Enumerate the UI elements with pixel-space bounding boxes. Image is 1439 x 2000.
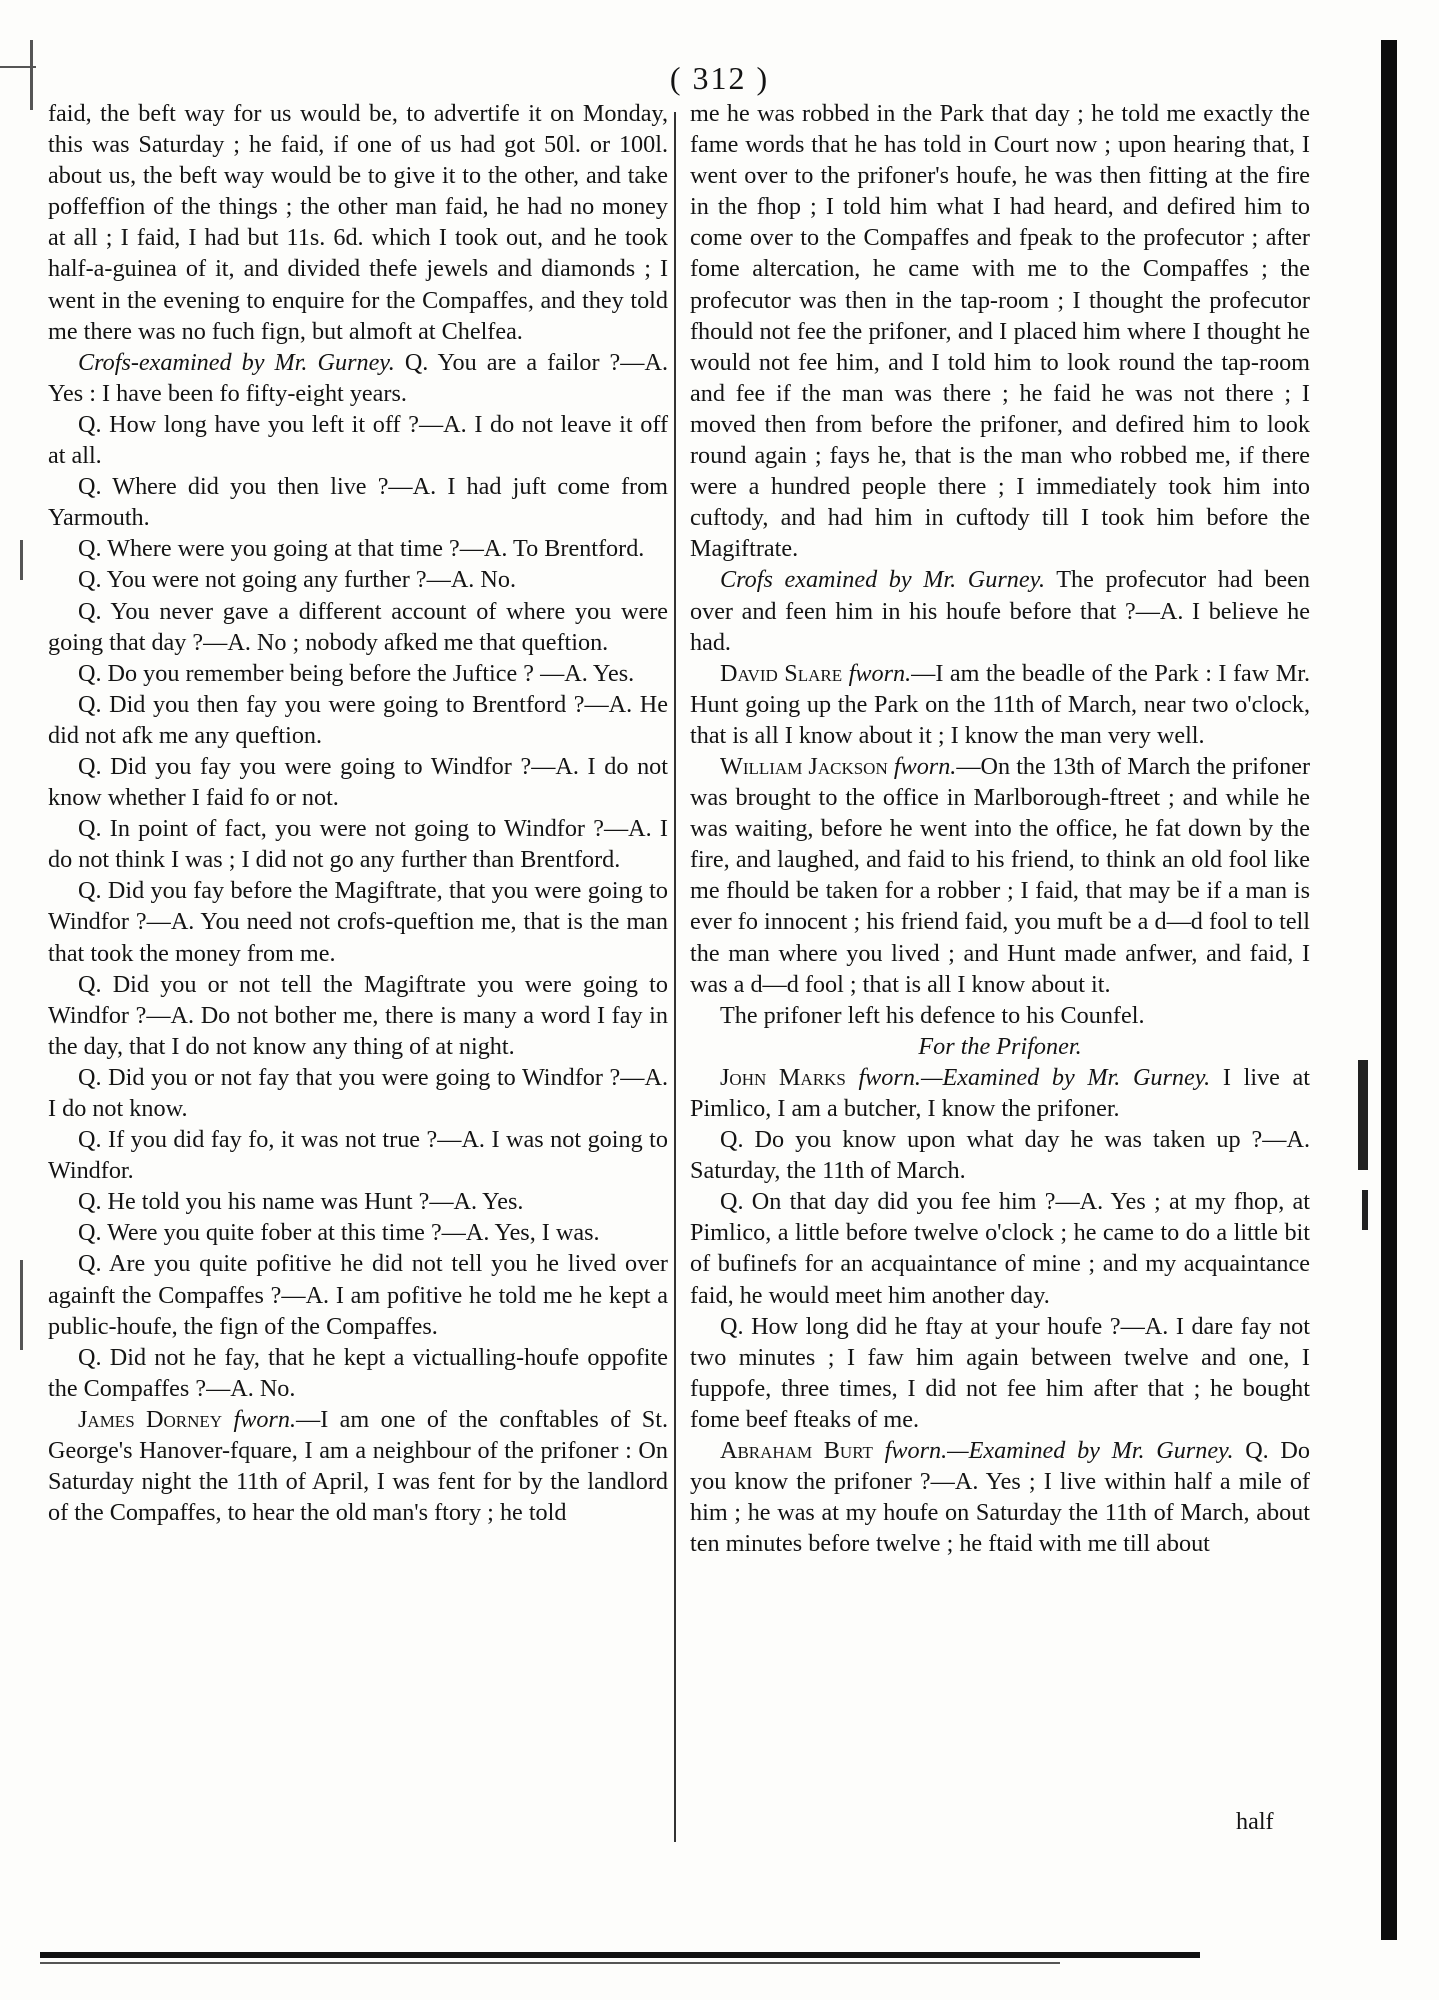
- paragraph: [48, 969, 668, 1062]
- paragraph-text: Q. On that day did you fee him ?—A. Yes ; at my fhop, at Pimlico, a little before twelve o'clock ; he came to do a little bit of bufinefs for an acquaintance of mine ; and my acquaintance faid, he would meet him another day.: [690, 1188, 1310, 1309]
- paragraph: [690, 1435, 1310, 1559]
- page-number: ( 312 ): [669, 60, 770, 96]
- paragraph: [690, 564, 1310, 657]
- paragraph: [690, 658, 1310, 751]
- examination-lead: Crofs-examined by Mr. Gurney.: [78, 348, 395, 376]
- section-heading: For the Prifoner.: [918, 1032, 1082, 1060]
- paragraph-text: —I am the beadle of the Park : I faw Mr. Hunt going up the Park on the 11th of March, near two o'clock, that is all I know about it ; I know the man very well.: [690, 659, 1311, 749]
- paragraph-text: Q. Where did you then live ?—A. I had juft come from Yarmouth.: [48, 473, 668, 532]
- paragraph: [48, 813, 668, 875]
- paragraph-text: me he was robbed in the Park that day ; he told me exactly the fame words that he has told in Court now ; upon hearing that, I went over to the prifoner's houfe, he was then fitting at the fire in the fhop ; I told him what I had heard, and defired him to come over to the Compaffes and fpeak to the profecutor ; after fome altercation, he came with me to the Compaffes ; the profecutor was then in the tap-room ; I thought the profecutor fhould not fee the prifoner, and I placed him where I thought he would not fee him, and I told him to look round the tap-room and fee if the man was there ; he faid he was not there ; I moved then from before the prifoner, and defired him to look round again ; fays he, that is the man who robbed me, if there were a hundred people there ; I immediately took him into cuftody, and had him in cuftody till I took him before the Magiftrate.: [690, 100, 1310, 563]
- right-column: [690, 98, 1310, 1559]
- paragraph: [48, 471, 668, 533]
- paragraph: [690, 1186, 1310, 1310]
- paragraph-text: Q. Did you or not tell the Magiftrate you were going to Windfor ?—A. Do not bother me, there is many a word I fay in the day, that I do not know any thing of at night.: [48, 970, 668, 1060]
- paragraph-text: Q. You never gave a different account of where you were going that day ?—A. No ; nobody afked me that queftion.: [48, 597, 668, 656]
- sworn-label: fworn.—Examined by Mr. Gurney.: [858, 1063, 1211, 1091]
- sworn-label: fworn.: [893, 752, 957, 780]
- paragraph-text: The profecutor had been over and feen him in his houfe before that ?—A. I believe he had.: [690, 566, 1310, 656]
- paragraph: [48, 98, 668, 347]
- paragraph: [48, 533, 668, 564]
- paragraph-text: Q. Did you then fay you were going to Brentford ?—A. He did not afk me any queftion.: [48, 690, 668, 749]
- margin-mark: [20, 540, 23, 580]
- paragraph: [48, 347, 668, 409]
- paragraph-text: Q. Did you or not fay that you were going to Windfor ?—A. I do not know.: [48, 1063, 668, 1122]
- paragraph: [48, 875, 668, 968]
- paragraph-text: Q. Do you know upon what day he was taken up ?—A. Saturday, the 11th of March.: [690, 1126, 1310, 1185]
- paragraph-text: Q. Did not he fay, that he kept a victualling-houfe oppofite the Compaffes ?—A. No.: [48, 1343, 668, 1402]
- paragraph: [48, 1342, 668, 1404]
- witness-name: David Slare: [720, 659, 843, 687]
- left-column: [48, 98, 668, 1528]
- paragraph: [48, 1186, 668, 1217]
- paragraph-text: Q. How long have you left it off ?—A. I do not leave it off at all.: [48, 410, 668, 470]
- footer-rule: [40, 1962, 1060, 1964]
- paragraph: [690, 751, 1310, 1000]
- paragraph: [48, 1404, 668, 1528]
- sworn-label: fworn.: [233, 1405, 296, 1433]
- paragraph-text: Q. How long did he ftay at your houfe ?—A. I dare fay not two minutes ; I faw him again between twelve and one, I fuppofe, three times, I did not fee him after that ; he bought fome beef fteaks of me.: [690, 1312, 1310, 1433]
- paragraph-text: faid, the beft way for us would be, to advertife it on Monday, this was Saturday ; he faid, if one of us had got 50l. or 100l. about us, the beft way would be to give it to the other, and take poffeffion of the things ; the other man faid, he had no money at all ; I faid, I had but 11s. 6d. which I took out, and he took half-a-guinea of it, and divided thefe jewels and diamonds ; I went in the evening to enquire for the Compaffes, and they told me there was no fuch fign, but almoft at Chelfea.: [48, 100, 668, 345]
- paragraph: [48, 409, 668, 471]
- paragraph-text: —On the 13th of March the prifoner was brought to the office in Marlborough-ftreet ; and while he was waiting, before he went into the office, he fat down by the fire, and laughed, and faid to his friend, to think an old fool like me fhould be taken for a robber ; I faid, that may be if a man is ever fo innocent ; his friend faid, you muft be a d—d fool to tell the man where you lived ; and Hunt made anfwer, and faid, I was a d—d fool ; that is all I know about it.: [690, 752, 1310, 998]
- paragraph-text: Q. Where were you going at that time ?—A. To Brentford.: [78, 535, 645, 563]
- paragraph: [48, 1217, 668, 1248]
- sworn-label: fworn.: [848, 659, 912, 687]
- paragraph-text: Q. Do you remember being before the Juftice ? —A. Yes.: [78, 659, 635, 687]
- paragraph: [48, 658, 668, 689]
- paragraph-text: Q. He told you his name was Hunt ?—A. Yes.: [78, 1188, 524, 1216]
- paragraph-text: Q. In point of fact, you were not going to Windfor ?—A. I do not think I was ; I did not go any further than Brentford.: [48, 815, 668, 874]
- witness-name: William Jackson: [720, 752, 888, 780]
- paragraph: [48, 1062, 668, 1124]
- footer-rule: [40, 1952, 1200, 1958]
- paragraph-text: Q. If you did fay fo, it was not true ?—A. I was not going to Windfor.: [48, 1126, 668, 1185]
- paragraph-text: The prifoner left his defence to his Counfel.: [720, 1001, 1145, 1029]
- paragraph-text: Q. Did you fay you were going to Windfor ?—A. I do not know whether I faid fo or not.: [48, 752, 668, 812]
- paragraph-text: —I am one of the conftables of St. George's Hanover-fquare, I am a neighbour of the prifoner : On Saturday night the 11th of April, I was fent for by the landlord of the Compaffes, to hear the old man's ftory ; he told: [48, 1405, 668, 1527]
- paragraph: [48, 689, 668, 751]
- paragraph: [690, 1000, 1310, 1031]
- paragraph: [48, 596, 668, 658]
- witness-name: Abraham Burt: [720, 1437, 873, 1465]
- paragraph-text: I live at Pimlico, I am a butcher, I know the prifoner.: [690, 1063, 1310, 1122]
- paragraph-text: Q. Do you know the prifoner ?—A. Yes ; I live within half a mile of him ; he was at my houfe on Saturday the 11th of March, about ten minutes before twelve ; he ftaid with me till about: [690, 1437, 1310, 1558]
- paragraph: [48, 1124, 668, 1186]
- paragraph-text: Q. Are you quite pofitive he did not tell you he lived over againft the Compaffes ?—A. I am pofitive he told me he kept a public-houfe, the fign of the Compaffes.: [48, 1250, 668, 1340]
- edge-speck: [1362, 1190, 1368, 1230]
- paragraph-text: Q. You were not going any further ?—A. No.: [78, 566, 516, 594]
- margin-mark: [20, 1260, 23, 1350]
- paragraph: [48, 1248, 668, 1341]
- column-divider: [674, 112, 676, 1842]
- paragraph: [690, 1062, 1310, 1124]
- paragraph: [690, 1124, 1310, 1186]
- witness-name: James Dorney: [78, 1405, 223, 1433]
- paragraph-text: Q. Were you quite fober at this time ?—A. Yes, I was.: [78, 1219, 600, 1247]
- edge-speck: [1358, 1060, 1368, 1170]
- paragraph-text: Q. You are a failor ?—A. Yes : I have been fo fifty-eight years.: [48, 348, 668, 407]
- paragraph: [690, 1311, 1310, 1435]
- catchword: half: [1236, 1808, 1274, 1835]
- paragraph: [48, 564, 668, 595]
- examination-lead: Crofs examined by Mr. Gurney.: [720, 566, 1046, 594]
- paragraph: [48, 751, 668, 813]
- margin-mark: [30, 40, 33, 110]
- paragraph-text: Q. Did you fay before the Magiftrate, that you were going to Windfor ?—A. You need not crofs-queftion me, that is the man that took the money from me.: [48, 877, 668, 967]
- witness-name: John Marks: [720, 1063, 846, 1091]
- sworn-label: fworn.—Examined by Mr. Gurney.: [884, 1437, 1234, 1465]
- paragraph: [690, 98, 1310, 564]
- page-edge-shadow: [1381, 40, 1397, 1940]
